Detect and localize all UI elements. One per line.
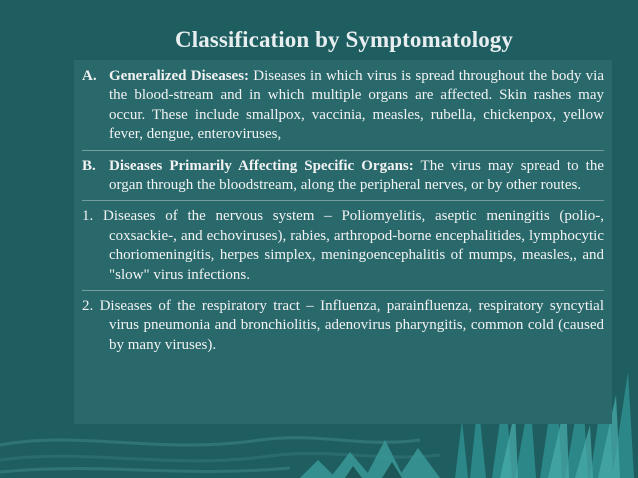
divider xyxy=(82,200,604,201)
section-b-marker: B. xyxy=(82,157,96,174)
section-a-text: Diseases in which virus is spread throughout the body via the blood-stream and in which multiple organs are affected. Skin rashes may occur. These include smallpox, vaccinia, measles, rubella, chickenpox, yellow fever, dengue, enteroviruses, xyxy=(109,68,604,143)
section-b-text: The virus may spread to the organ through the bloodstream, along the peripheral nerves, or by other routes. xyxy=(109,157,605,194)
section-a-heading: Generalized Diseases: xyxy=(109,68,250,84)
slide-title: Classification by Symptomatology xyxy=(175,27,513,52)
item-nervous-system: 1. Diseases of the nervous system – Poliomyelitis, aseptic meningitis (polio-, coxsackie-, and echoviruses), rabies, arthropod-borne encephalitides, lymphocytic choriomeningitis, herpes simplex, meningoencephalitis of mumps, measles,, and "slow" virus infections. xyxy=(82,208,604,283)
divider xyxy=(82,290,604,291)
content-panel xyxy=(74,60,612,424)
divider xyxy=(82,150,604,151)
item-respiratory-tract: 2. Diseases of the respiratory tract – Influenza, parainfluenza, respiratory syncytial virus pneumonia and bronchiolitis, adenovirus pharyngitis, common cold (caused by many viruses). xyxy=(82,298,604,353)
section-a-marker: A. xyxy=(82,68,97,84)
section-a xyxy=(82,67,604,145)
section-b-heading: Diseases Primarily Affecting Specific Organs: xyxy=(109,157,414,174)
section-b xyxy=(82,157,604,196)
